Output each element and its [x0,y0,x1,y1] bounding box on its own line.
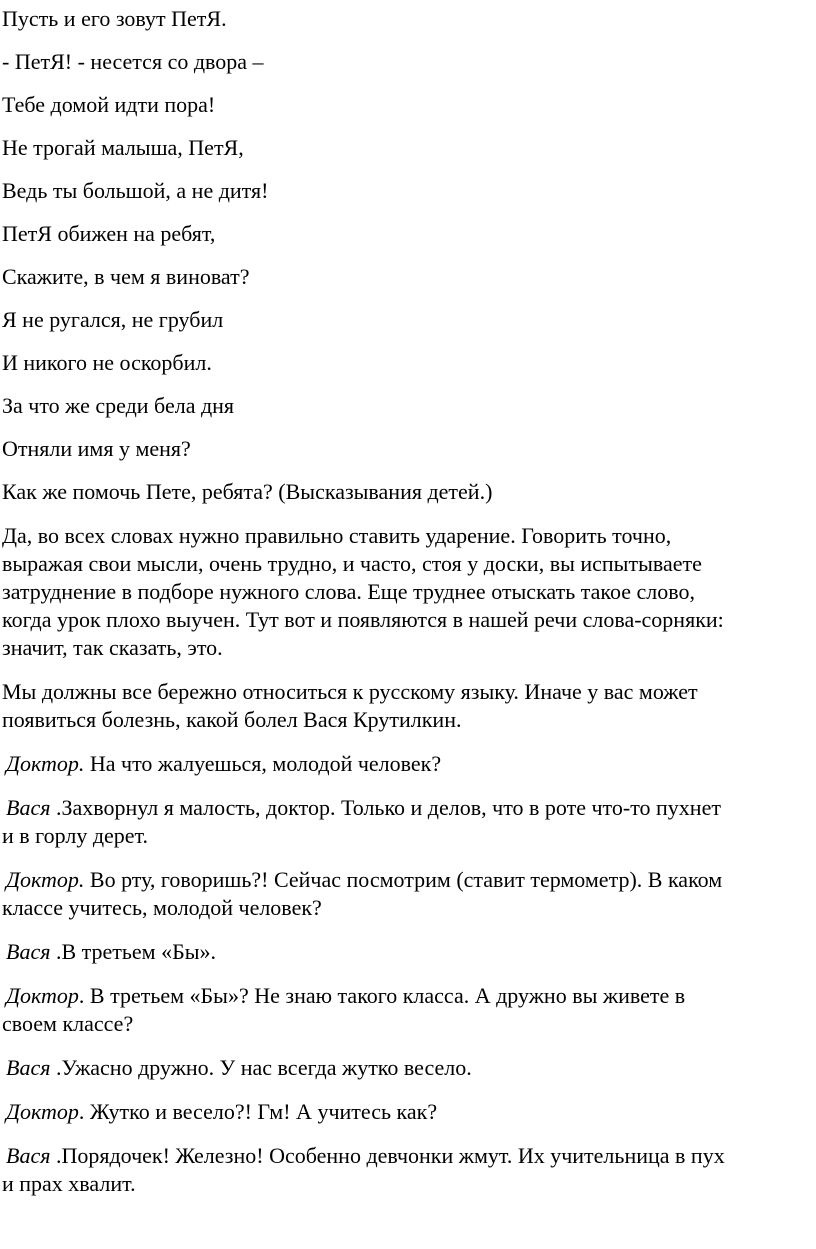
paragraph-speech-weeds [2,522,814,662]
poem-block [2,5,814,463]
speech-text: .Порядочек! Железно! Особенно девчонки жмут. Их учительница в пух [50,1143,725,1168]
speaker-name: Доктор [6,1099,79,1124]
paragraph-language-care [2,678,814,734]
speaker-name: Доктор. [6,867,85,892]
paragraph-line: Да, во всех словах нужно правильно ставить ударение. Говорить точно, [2,523,672,548]
poem-line: Отняли имя у меня? [2,436,191,461]
dialogue-turn [2,1142,814,1198]
speech-text: .Захворнул я малость, доктор. Только и делов, что в роте что-то пухнет [50,795,721,820]
speech-text: .Ужасно дружно. У нас всегда жутко весело. [50,1055,472,1080]
dialogue-block [2,750,814,1198]
speech-text: классе учитесь, молодой человек? [2,895,322,920]
dialogue-turn [2,794,814,850]
speaker-name: Доктор. [6,751,85,776]
poem-line: Тебе домой идти пора! [2,92,216,117]
speaker-name: Доктор [6,983,79,1008]
speech-text: . В третьем «Бы»? Не знаю такого класса. А дружно вы живете в [78,983,686,1008]
poem-line: - ПетЯ! - несется со двора – [2,49,264,74]
dialogue-turn [2,750,814,778]
speech-text: На что жалуешься, молодой человек? [84,751,442,776]
poem-line: Пусть и его зовут ПетЯ. [2,6,227,31]
poem-line: Я не ругался, не грубил [2,307,224,332]
poem-line: И никого не оскорбил. [2,350,212,375]
paragraph-line: появиться болезнь, какой болел Вася Крутилкин. [2,707,462,732]
speech-text: Во рту, говоришь?! Сейчас посмотрим (ставит термометр). В каком [84,867,723,892]
paragraph-line: затруднение в подборе нужного слова. Еще труднее отыскать такое слово, [2,579,695,604]
dialogue-turn [2,938,814,966]
paragraph-line: когда урок плохо выучен. Тут вот и появляются в нашей речи слова-сорняки: [2,607,724,632]
dialogue-turn [2,866,814,922]
speech-text: и прах хвалит. [2,1171,136,1196]
speech-text: . Жутко и весело?! Гм! А учитесь как? [78,1099,438,1124]
document-page [2,0,814,1198]
dialogue-turn [2,982,814,1038]
question-line: Как же помочь Пете, ребята? (Высказывания детей.) [2,479,493,504]
speech-text: своем классе? [2,1011,134,1036]
poem-line: За что же среди бела дня [2,393,235,418]
poem-line: Не трогай малыша, ПетЯ, [2,135,244,160]
dialogue-turn [2,1054,814,1082]
poem-line: Ведь ты большой, а не дитя! [2,178,269,203]
paragraph-line: выражая свои мысли, очень трудно, и часто, стоя у доски, вы испытываете [2,551,702,576]
speech-text: и в горлу дерет. [2,823,149,848]
speaker-name: Вася [6,795,51,820]
dialogue-turn [2,1098,814,1126]
poem-line: ПетЯ обижен на ребят, [2,221,216,246]
poem-line: Скажите, в чем я виноват? [2,264,250,289]
speaker-name: Вася [6,1055,51,1080]
paragraph-line: Мы должны все бережно относиться к русскому языку. Иначе у вас может [2,679,698,704]
speaker-name: Вася [6,1143,51,1168]
speech-text: .В третьем «Бы». [50,939,217,964]
speaker-name: Вася [6,939,51,964]
paragraph-line: значит, так сказать, это. [2,635,223,660]
